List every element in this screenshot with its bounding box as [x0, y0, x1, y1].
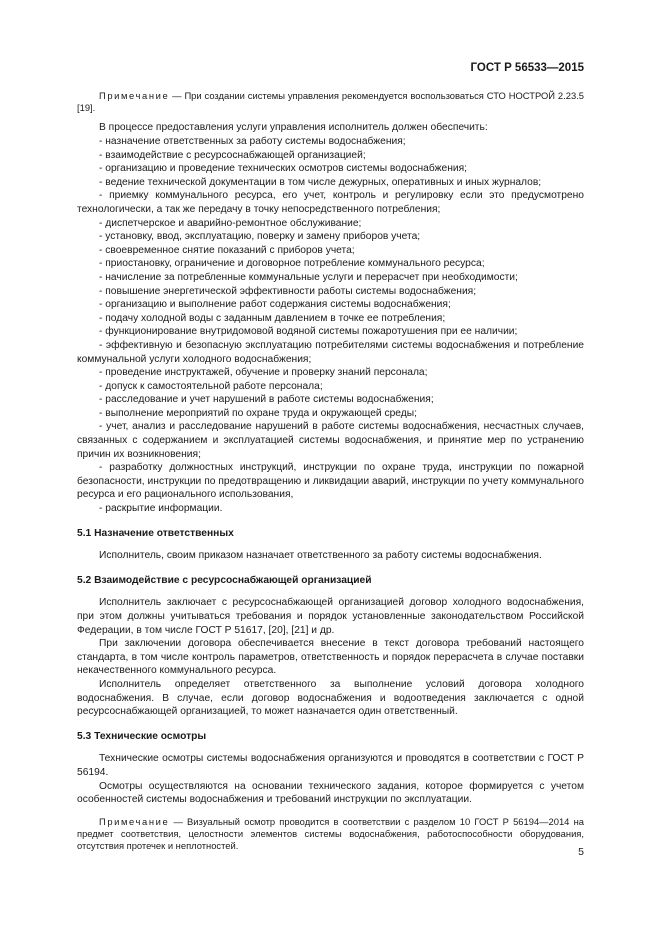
- section-5-3-paragraph: Технические осмотры системы водоснабжения организуются и проводятся в соответствии с ГОСТ Р 56194.: [77, 753, 584, 778]
- document-body: [77, 90, 584, 852]
- list-item: - ведение технической документации в том числе дежурных, оперативных и иных журналов;: [99, 176, 542, 188]
- intro-paragraph: В процессе предоставления услуги управления исполнитель должен обеспечить:: [99, 122, 488, 134]
- list-item: - своевременное снятие показаний с приборов учета;: [99, 244, 355, 256]
- list-item: - выполнение мероприятий по охране труда и окружающей среды;: [99, 407, 417, 419]
- list-item: - подачу холодной воды с заданным давлением в точке ее потребления;: [99, 312, 446, 324]
- list-item: - диспетчерское и аварийно-ремонтное обслуживание;: [99, 217, 362, 229]
- list-item: - проведение инструктажей, обучение и проверку знаний персонала;: [99, 367, 428, 379]
- note-text: — Визуальный осмотр проводится в соответствии с разделом 10 ГОСТ Р 56194—2014 на предмет соответствия, целостности элементов системы водоснабжения, работоспособности оборудования, отсутствия протечек и неплотностей.: [77, 815, 584, 852]
- page-number: 5: [578, 846, 584, 858]
- section-5-2-paragraph: При заключении договора обеспечивается внесение в текст договора требований настоящего стандарта, в том числе контроль параметров, ответственность и порядок перерасчета в случае поставки некачественного коммунального ресурса.: [77, 638, 584, 677]
- section-heading-5-2: 5.2 Взаимодействие с ресурсоснабжающей организацией: [77, 574, 372, 586]
- note-text: — При создании системы управления рекомендуется воспользоваться СТО НОСТРОЙ 2.23.5 [19].: [77, 90, 584, 114]
- note-label: Примечание: [99, 90, 170, 101]
- note-intro: [77, 90, 584, 114]
- list-item: - организацию и проведение технических осмотров системы водоснабжения;: [99, 163, 467, 175]
- list-item: - функционирование внутридомовой водяной системы пожаротушения при ее наличии;: [99, 326, 518, 338]
- section-5-3-paragraph: Осмотры осуществляются на основании технического задания, которое формируется с учетом особенностей системы водоснабжения и требований инструкции по эксплуатации.: [77, 780, 584, 806]
- list-item: - начисление за потребленные коммунальные услуги и перерасчет при необходимости;: [99, 271, 518, 283]
- list-item: - учет, анализ и расследование нарушений в работе системы водоснабжения, несчастных случаев, связанных с содержанием и эксплуатацией системы водоснабжения, и принятие мер по устранению причин их возникновения;: [77, 421, 584, 460]
- list-item: - приемку коммунального ресурса, его учет, контроль и регулировку если это предусмотрено технологически, а так же передачу в точку непосредственного потребления;: [77, 190, 584, 215]
- list-item: - разработку должностных инструкций, инструкции по охране труда, инструкции по пожарной безопасности, инструкции по предотвращению и ликвидации аварий, инструкции по учету коммунального ресурса и его рационального использования,: [77, 462, 584, 501]
- list-item: - эффективную и безопасную эксплуатацию потребителями системы водоснабжения и потребление коммунальной услуги холодного водоснабжения;: [77, 339, 584, 365]
- note-final: [77, 816, 584, 853]
- section-heading-5-3: 5.3 Технические осмотры: [77, 730, 207, 742]
- document-header: ГОСТ Р 56533—2015: [470, 62, 584, 74]
- list-item: - установку, ввод, эксплуатацию, поверку и замену приборов учета;: [99, 231, 421, 243]
- list-item: - организацию и выполнение работ содержания системы водоснабжения;: [99, 299, 451, 311]
- section-5-2-paragraph: Исполнитель заключает с ресурсоснабжающей организацией договор холодного водоснабжения, при этом должны учитываться требования и порядок установленные законодательством Российской Федерации, в том числе ГОСТ Р 51617, [20], [21] и др.: [77, 597, 584, 636]
- list-item: - взаимодействие с ресурсоснабжающей организацией;: [99, 149, 366, 161]
- list-item: - назначение ответственных за работу системы водоснабжения;: [99, 136, 406, 147]
- section-heading-5-1: 5.1 Назначение ответственных: [77, 527, 234, 539]
- section-5-2-paragraph: Исполнитель определяет ответственного за выполнение условий договора холодного водоснабжения. В случае, если договор водоснабжения и водоотведения заключается с одной ресурсоснабжающей организацией, то может назначается один ответственный.: [77, 678, 584, 718]
- list-item: - раскрытие информации.: [99, 503, 223, 515]
- note-label: Примечание: [99, 815, 170, 827]
- list-item: - приостановку, ограничение и договорное потребление коммунального ресурса;: [99, 258, 485, 270]
- section-5-1-text: Исполнитель, своим приказом назначает ответственного за работу системы водоснабжения.: [99, 550, 542, 562]
- list-item: - допуск к самостоятельной работе персонала;: [99, 380, 323, 392]
- list-item: - расследование и учет нарушений в работе системы водоснабжения;: [99, 394, 434, 406]
- list-item: - повышение энергетической эффективности работы системы водоснабжения;: [99, 285, 477, 297]
